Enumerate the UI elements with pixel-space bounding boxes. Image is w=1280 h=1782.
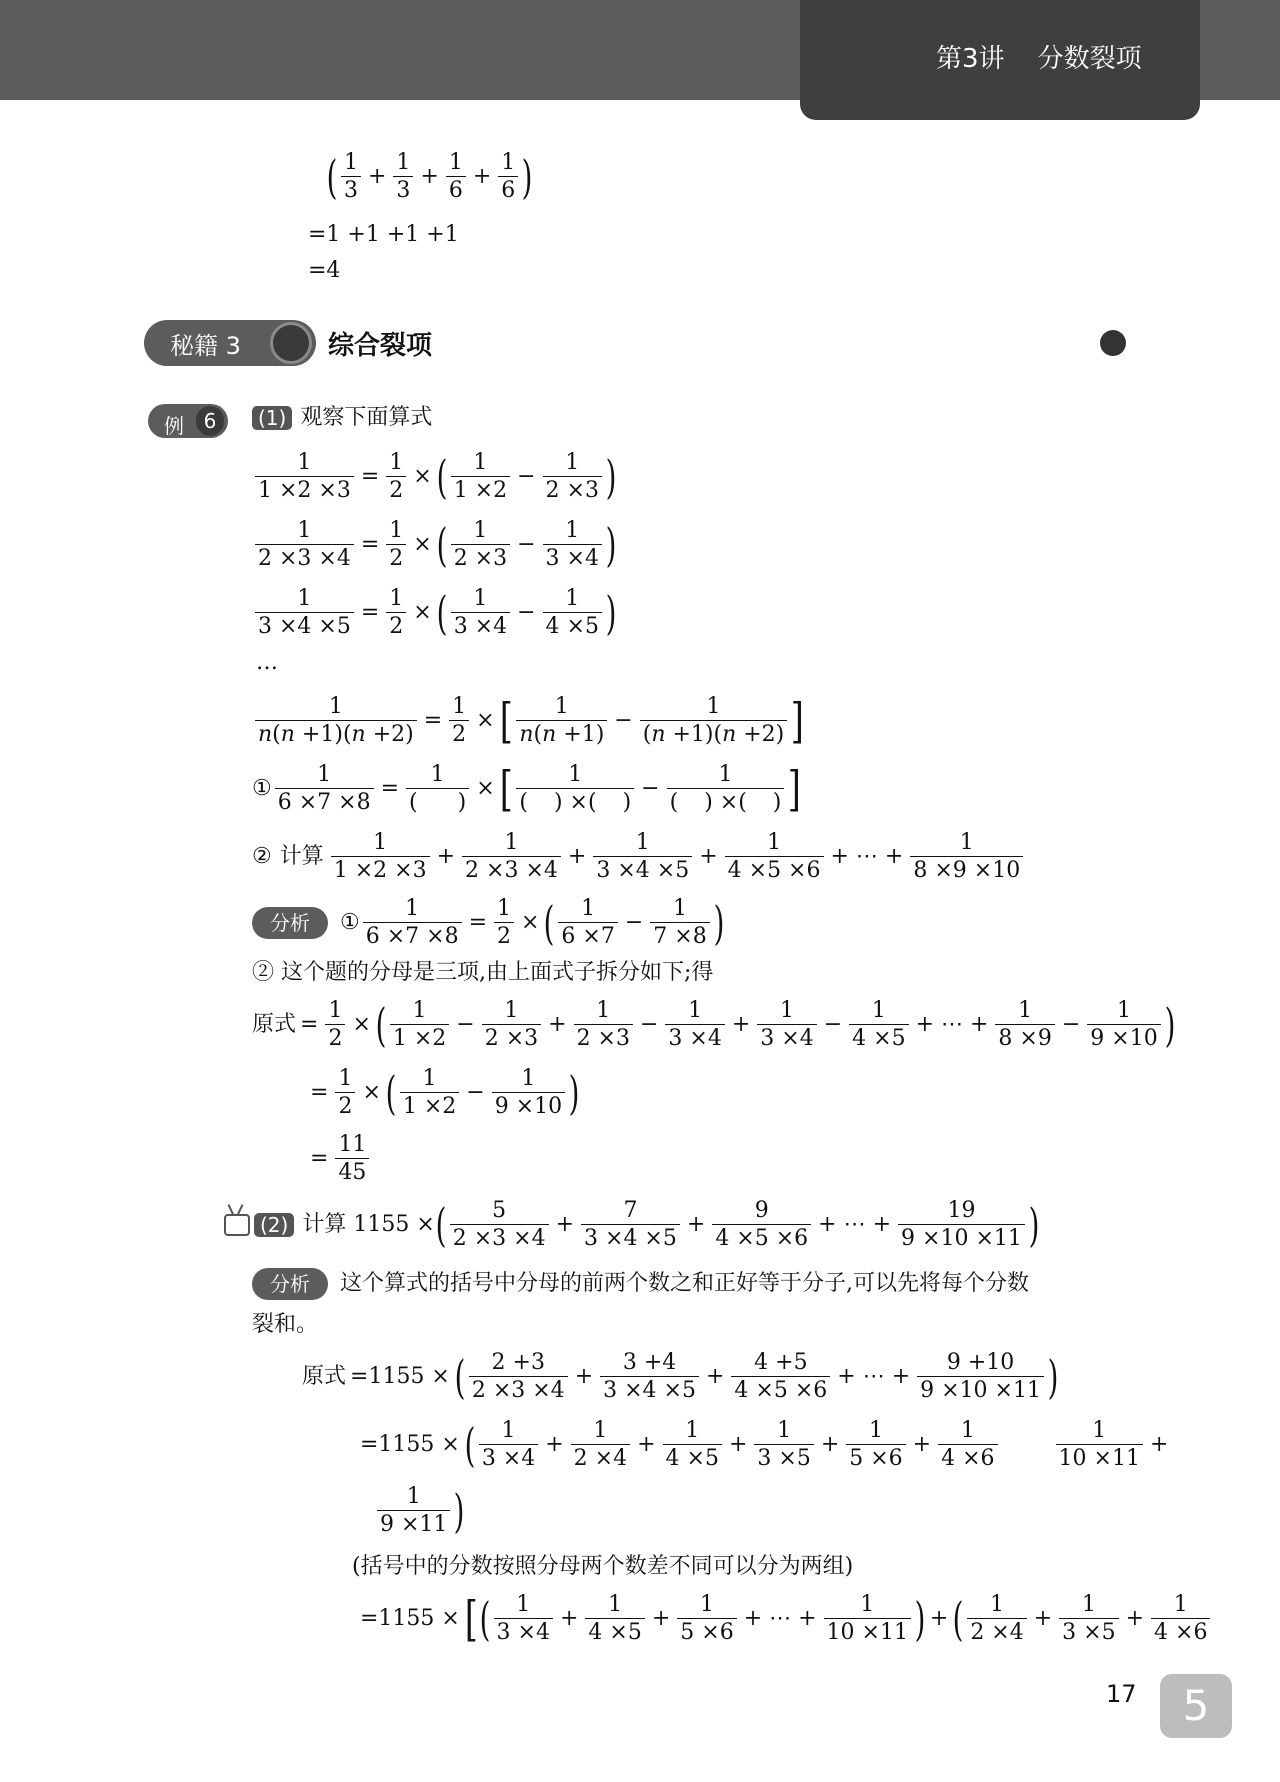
example-label: 例 [164,414,184,438]
part2-line-2b: $\frac{1}{9 \times 11}$ ) [374,1486,465,1536]
example-badge [148,404,228,438]
intro-sum: ( $\frac{1}{3}$ + $\frac{1}{3}$ + $\frac{1}{6}$ + $\frac{1}{6}$ ) [326,150,533,204]
formula-2: $\frac{1}{2 \times 3 \times 4}$ = $\frac{1}{2}$ × ( $\frac{1}{2 \times 3}$ − $\frac{1}{3 \times 4}$ ) [252,520,617,570]
chapter-title: 第3讲 分数裂项 [936,44,1142,74]
part2-line-1: 原式 =1155 × ( $\frac{2 +3}{2 \times 3 \times 4}$ + $\frac{3 +4}{3 \times 4 \times 5}$ + $\frac{4 +5}{4 \times 5 \times 6}$ + ⋯ + $\frac{9 +10}{9 \times 10 \times 11}$ ) [302,1350,1059,1404]
analysis-2-text: 这个算式的括号中分母的前两个数之和正好等于分子,可以先将每个分数 [340,1271,1029,1296]
analysis-2-cont: 裂和。 [252,1312,319,1337]
section-dot-icon [1100,330,1126,356]
analysis-1-text: ② 这个题的分母是三项,由上面式子拆分如下;得 [252,960,714,985]
question-1: ① $\frac{1}{6 \times 7 \times 8}$ = $\frac{1}{( )}$ × [ $\frac{1}{( ) \times( )}$ − $\frac{1}{( ) \times( )}$ ] [252,761,802,817]
page-number: 17 [1106,1680,1137,1708]
formula-general: $\frac{1}{n(n +1)(n +2)}$ = $\frac{1}{2}$ × [ $\frac{1}{n(n +1)}$ − $\frac{1}{(n +1)(n +2)}$ ] [252,696,805,746]
formula-3: $\frac{1}{3 \times 4 \times 5}$ = $\frac{1}{2}$ × ( $\frac{1}{3 \times 4}$ − $\frac{1}{4 \times 5}$ ) [252,588,617,638]
part1-tag: (1) [252,406,292,430]
part2-tag: (2) [254,1213,294,1237]
solution-line-1: 原式 = $\frac{1}{2}$ × ( $\frac{1}{1 \times 2}$ − $\frac{1}{2 \times 3}$ + $\frac{1}{2 \times 3}$ − $\frac{1}{3 \times 4}$ + $\frac{1}{3 \times 4}$ − $\frac{1}{4 \times 5}$ + ⋯ + $\frac{1}{8 \times 9}$ − $\frac{1}{9 \times 10}$ ) [252,998,1176,1052]
solution-line-3: = $\frac{11}{45}$ [306,1134,372,1184]
tv-icon [224,1214,250,1236]
formula-1: $\frac{1}{1 \times 2 \times 3}$ = $\frac{1}{2}$ × ( $\frac{1}{1 \times 2}$ − $\frac{1}{2 \times 3}$ ) [252,452,617,502]
part2-line-3: =1155 × [ ( $\frac{1}{3 \times 4}$ + $\frac{1}{4 \times 5}$ + $\frac{1}{5 \times 6}$ + ⋯ + $\frac{1}{10 \times 11}$ ) + ( $\frac{1}{2 \times 4}$ + $\frac{1}{3 \times 5}$ + $\frac{1}{4 \times 6}$ [356,1594,1213,1644]
analysis-badge-2: 分析 [252,1268,328,1300]
solution-line-2: = $\frac{1}{2}$ × ( $\frac{1}{1 \times 2}$ − $\frac{1}{9 \times 10}$ ) [310,1066,580,1120]
question-2: ② 计算 $\frac{1}{1 \times 2 \times 3}$ + $\frac{1}{2 \times 3 \times 4}$ + $\frac{1}{3 \times 4 \times 5}$ + $\frac{1}{4 \times 5 \times 6}$ + ⋯ + $\frac{1}{8 \times 9 \times 10}$ [252,832,1026,882]
q2-text: 计算 [279,844,324,869]
analysis-2 [252,1268,1029,1300]
part2-heading: (2) 计算 1155 × ( $\frac{5}{2 \times 3 \times 4}$ + $\frac{7}{3 \times 4 \times 5}$ + $\frac{9}{4 \times 5 \times 6}$ + ⋯ + $\frac{19}{9 \times 10 \times 11}$ ) [224,1200,1040,1250]
yuanshi-1: 原式 [252,1012,297,1037]
intro-eq1: =1 +1 +1 +1 [308,222,459,247]
section-title: 综合裂项 [328,331,433,361]
part2-text: 计算 1155 × [302,1212,435,1237]
section-knob-icon [270,322,312,364]
part2-note: (括号中的分数按照分母两个数差不同可以分为两组) [352,1554,854,1579]
section-pill-label: 秘籍 3 [170,331,241,360]
ellipsis: … [256,650,278,675]
page-box: 5 [1160,1674,1232,1738]
analysis-1: 分析 ① $\frac{1}{6 \times 7 \times 8}$ = $\frac{1}{2}$ × ( $\frac{1}{6 \times 7}$ − $\frac{1}{7 \times 8}$ ) [252,898,725,948]
q1-mark: ① [252,776,272,801]
part1-heading [252,406,432,430]
intro-eq2: =4 [308,258,341,283]
yuanshi-2: 原式 [302,1364,347,1389]
part2-line-2: =1155 × ( $\frac{1}{3 \times 4}$ + $\frac{1}{2 \times 4}$ + $\frac{1}{4 \times 5}$ + $\frac{1}{3 \times 5}$ + $\frac{1}{5 \times 6}$ + $\frac{1}{4 \times 6}$ $\frac{1}{10 \times 11}$ + [360,1418,1169,1472]
part1-text: 观察下面算式 [300,405,433,430]
analysis-badge: 分析 [252,907,328,939]
q2-mark: ② [252,844,272,869]
example-number: 6 [196,406,224,436]
